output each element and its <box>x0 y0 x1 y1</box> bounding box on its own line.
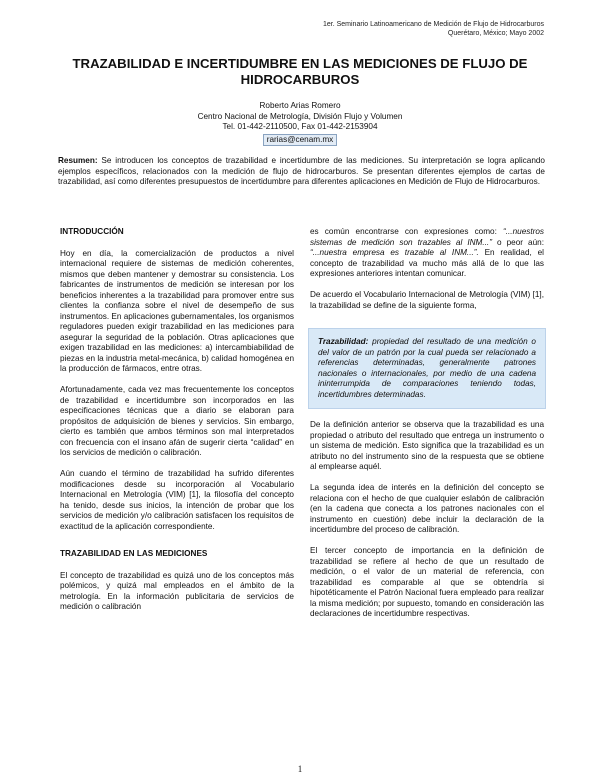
right-paragraph-1 <box>310 227 544 280</box>
definition-text: propiedad del resultado de una medición o del valor de un patrón por la cual pueda ser relacionado a referencias determinadas, generalmente patrones nacionales o internacionales, por medio de una cadena ininterrumpida de comparaciones teniendo todas, incertidumbres determinadas. <box>318 337 536 399</box>
definition-box <box>308 328 546 409</box>
right-paragraph-1-text-a: es común encontrarse con expresiones como: <box>310 227 504 236</box>
intro-paragraph-2: Afortunadamente, cada vez mas frecuentemente los conceptos de trazabilidad e incertidumbre son incorporados en las especificaciones técnicas que a diario se elaboran para propósitos de adquisición de bienes y servicios. Sin embargo, cierto es también que ambos términos son mal interpretados con frecuencia con el insano afán de sugerir cierta “calidad” en los servicios de medición o calibración. <box>60 385 294 457</box>
page-number: 1 <box>297 764 303 774</box>
right-paragraph-1-text-b: o peor aún: <box>491 237 544 247</box>
running-head-location-date: Querétaro, México; Mayo 2002 <box>447 30 544 37</box>
left-column <box>60 227 294 623</box>
right-column <box>310 227 544 630</box>
right-paragraph-4: La segunda idea de interés en la definición del concepto se relaciona con el hecho de que cualquier eslabón de calibración (en la cadena que conecta a los patrones nacionales con el instrumento en cuestión) debe incluir la declaración de la incertidumbre del proceso de calibración. <box>310 483 544 534</box>
intro-paragraph-3: Aún cuando el término de trazabilidad ha sufrido diferentes modificaciones desde su incorporación al Vocabulario Internacional en Metrología (VIM) [1], la filosofía del concepto ha tenido, desde sus inicios, la intención de probar que los servicios de medición y/o calibración satisfacen los requisitos de exactitud de la aplicación correspondiente. <box>60 469 294 531</box>
author-email-link[interactable]: rarias@cenam.mx <box>263 134 338 146</box>
author-block <box>60 101 540 146</box>
author-phone-fax: Tel. 01-442-2110500, Fax 01-442-2153904 <box>222 122 378 132</box>
abstract <box>58 156 545 188</box>
running-head-seminar: 1er. Seminario Latinoamericano de Medición de Flujo de Hidrocarburos <box>322 21 544 28</box>
section-heading-introduccion: INTRODUCCIÓN <box>60 227 124 236</box>
right-paragraph-2: De acuerdo el Vocabulario Internacional de Metrología (VIM) [1], la trazabilidad se define de la siguiente forma, <box>310 290 544 310</box>
quote-inm-company: “...nuestra empresa es trazable al INM...”. <box>310 248 479 257</box>
running-head <box>323 20 544 38</box>
author-name: Roberto Arias Romero <box>259 101 341 110</box>
right-paragraph-3: De la definición anterior se observa que la trazabilidad es una propiedad o atributo del resultado que entrega un instrumento o un sistema de medición. Esto significa que la trazabilidad es un atributo no del instrumento sino de la respuesta que se obtiene al emplearse aquél. <box>310 420 544 471</box>
definition-term: Trazabilidad: <box>318 337 369 346</box>
section-heading-trazabilidad: TRAZABILIDAD EN LAS MEDICIONES <box>60 549 208 558</box>
trazabilidad-paragraph-1: El concepto de trazabilidad es quizá uno de los conceptos más polémicos, y quizá mal empleados en el ámbito de la metrología. En la información publicitaria de servicios de medición o calibración <box>60 570 294 611</box>
paper-title: TRAZABILIDAD E INCERTIDUMBRE EN LAS MEDICIONES DE FLUJO DE HIDROCARBUROS <box>72 56 528 87</box>
abstract-label: Resumen: <box>58 156 98 165</box>
author-affiliation: Centro Nacional de Metrología, División Flujo y Volumen <box>197 111 403 121</box>
intro-paragraph-1: Hoy en día, la comercialización de productos a nivel internacional requiere de sistemas de medición coherentes, mismos que deben mantener y demostrar su consistencia. Los fabricantes de instrumentos de medición se interesan por los beneficios inherentes a la trazabilidad para promover entre sus clientes la confianza sobre el nivel de desempeño de sus instrumentos. En aplicaciones gubernamentales, los organismos reguladores pueden exigir trazabilidad en las mediciones para asegurar la seguridad de la población. Otras aplicaciones que exigen trazabilidad en las mediciones: a) intercambiabilidad de piezas en la industria metal-mecánica, b) calidad homogénea en la producción de fármacos, entre otras. <box>60 248 294 373</box>
right-paragraph-1-text-c: En realidad, el concepto de trazabilidad va mucho más allá de lo que las expresiones anteriores intentan comunicar. <box>310 248 544 278</box>
right-paragraph-5: El tercer concepto de importancia en la definición de trazabilidad se refiere al hecho de que un resultado de medición, o el valor de un material de referencia, con trazabilidad es comparable al que se obtendría si hipotéticamente el Patrón Nacional fuera empleado para realizar la misma medición; por supuesto, tomando en consideración las declaraciones de incertidumbre respectivas. <box>310 546 544 618</box>
abstract-text: Se introducen los conceptos de trazabilidad e incertidumbre de las mediciones. Su interpretación se logra aplicando ejemplos específicos, relacionados con la medición de flujo de hidrocarburos. Se presentan diferentes ejemplos de cartas de trazabilidad, así como diferentes presupuestos de incertidumbre para diferentes aplicaciones en Medición de Flujo de Hidrocarburos. <box>58 156 545 186</box>
quote-inm-systems: “...nuestros sistemas de medición son trazables al INM...” <box>310 227 544 247</box>
